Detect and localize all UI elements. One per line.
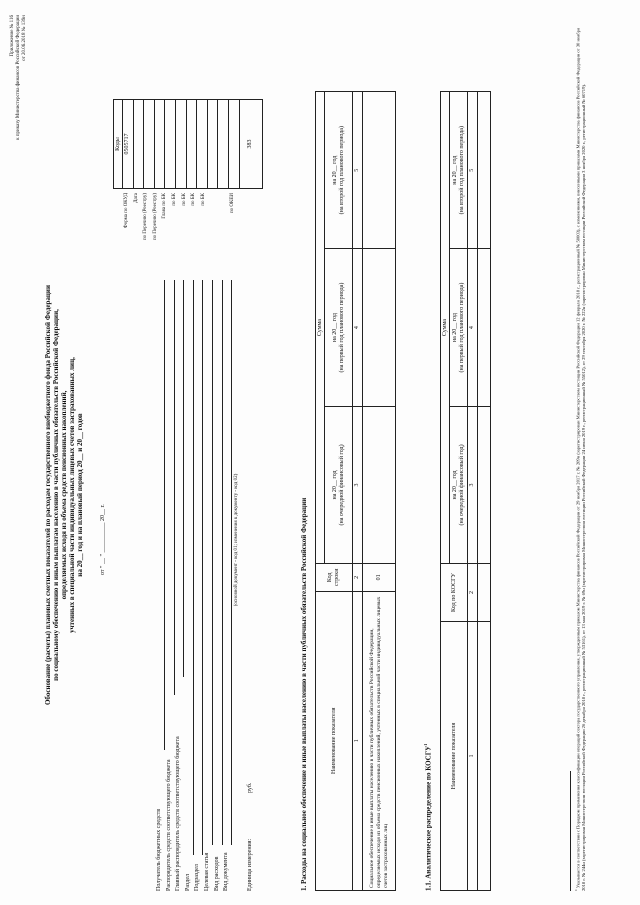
col-year2-header — [325, 249, 353, 406]
field-underline[interactable] — [222, 280, 223, 845]
col-number: 2 — [353, 564, 363, 591]
codes-labels — [122, 193, 237, 273]
row-name: Социальное обеспечение и иные выплаты населению в части публичных обязательств Российской Федерации, определяемых исходя из объема средств пенсионных накоплений, учтенных в специальной части индивидуальных лицевых счетов застрахованных лиц — [363, 591, 396, 890]
title-line-1: Обоснование (расчеты) плановых сметных показателей по расходам государственного внебюджетного фонда Российской Федерации — [44, 285, 52, 706]
title-line-4: учтенных в специальной части индивидуальных лицевых счетов застрахованных лиц, — [68, 357, 76, 633]
code-registry-2[interactable] — [154, 100, 165, 189]
field-underline[interactable] — [231, 280, 232, 845]
title-line-5: на 20__ год и на плановый период 20__ и 20__ годов — [76, 413, 84, 577]
code-label: Дата — [133, 193, 139, 203]
field-label: Распорядитель средств соответствующего бюджета — [165, 759, 172, 891]
year3-sub: (на второй год планового периода) — [338, 126, 345, 215]
year3-label: на 20__ год — [331, 155, 338, 185]
col-kosgu-header: Код по КОСГУ — [441, 564, 468, 622]
code-label — [218, 193, 228, 273]
title-line-2: по социальному обеспечению и иным выплатам населению в части публичных обязательств Российской Федерации, — [52, 309, 60, 681]
code-label: по БК — [191, 193, 197, 206]
code-label: по ОКЕИ — [229, 193, 235, 214]
row-year3-value[interactable] — [363, 92, 396, 249]
row-code: 01 — [363, 564, 396, 591]
appendix-reference: к приказу Министерства финансов Российской Федерации — [16, 15, 21, 140]
field-underline[interactable] — [174, 280, 175, 695]
code-label: по БК — [181, 193, 187, 206]
code-okud[interactable]: 0505717 — [123, 100, 134, 189]
year3-label: на 20__ год — [451, 155, 458, 185]
row-year1-value[interactable] — [363, 406, 396, 563]
code-label: по Перечню (Реестру) — [143, 193, 149, 241]
kosgu-row-code[interactable] — [478, 564, 491, 622]
section-1-1-footnote-ref: 1 — [423, 743, 428, 746]
col-name-header: Наименование показателя — [441, 621, 468, 890]
year2-sub: (на первый год планового периода) — [458, 282, 465, 373]
field-underline[interactable] — [202, 280, 203, 855]
document-title — [44, 185, 84, 805]
appendix-number: Приложение № 116 — [10, 15, 15, 57]
field-label: Главный распорядитель средств соответствующего бюджета — [175, 736, 182, 891]
code-bk-2[interactable] — [186, 100, 197, 189]
code-glava[interactable] — [165, 100, 176, 189]
code-label: Форма по ОКУД — [124, 193, 129, 229]
col-year1-header — [325, 406, 353, 563]
kosgu-row-year3[interactable] — [478, 92, 491, 249]
code-empty-1[interactable] — [218, 100, 229, 189]
code-label: по БК — [171, 193, 177, 206]
year2-label: на 20__ год — [331, 313, 338, 343]
year2-label: на 20__ год — [451, 313, 458, 343]
col-year3-header — [325, 92, 353, 249]
year1-sub: (на очередной финансовый год) — [458, 444, 465, 526]
codes-header: Коды — [114, 100, 123, 189]
code-bk-4[interactable] — [207, 100, 218, 189]
section-1-1-title-text: 1.1. Аналитическое распределение по КОСГУ — [424, 745, 433, 891]
field-label: Целевая статья — [203, 852, 210, 891]
code-date[interactable] — [133, 100, 144, 189]
col-number: 3 — [353, 406, 363, 563]
col-number: 5 — [353, 92, 363, 249]
footnote-separator — [570, 771, 571, 891]
kosgu-row-year2[interactable] — [478, 249, 491, 406]
code-empty-2[interactable] — [228, 100, 239, 189]
footnote — [574, 21, 587, 891]
col-number: 2 — [468, 564, 478, 622]
section-1-title: 1. Расходы на социальное обеспечение и иные выплаты населению в части публичных обязательств Российской Федерации — [300, 497, 308, 891]
row-year2-value[interactable] — [363, 249, 396, 406]
col-year1-header — [450, 406, 468, 563]
field-label: Вид документа — [223, 852, 230, 891]
appendix-header — [10, 15, 28, 215]
year3-sub: (на второй год планового периода) — [458, 126, 465, 215]
col-name-header: Наименование показателя — [316, 591, 353, 890]
col-number: 1 — [353, 591, 363, 890]
year2-sub: (на первый год планового периода) — [338, 282, 345, 373]
code-label: по Перечню (Реестру) — [152, 193, 158, 241]
appendix-date: от 20.06.2018 № 139н — [22, 15, 27, 61]
field-label: Вид расходов — [213, 856, 220, 891]
code-okei[interactable]: 383 — [239, 100, 262, 189]
date-line: от " __ " __________ 20__ г. — [100, 504, 106, 575]
col-number: 4 — [353, 249, 363, 406]
section-1-1-table — [440, 91, 491, 891]
code-label — [208, 193, 218, 273]
unit-label: Единица измерения: — [247, 838, 253, 891]
field-underline[interactable] — [193, 280, 194, 855]
field-label: Подраздел — [194, 864, 201, 891]
year1-sub: (на очередной финансовый год) — [338, 444, 345, 526]
unit-value: руб. — [247, 782, 253, 793]
col-number: 3 — [468, 406, 478, 563]
code-label: Глава по БК — [162, 193, 168, 219]
section-1-table — [315, 91, 396, 891]
kosgu-row-name[interactable] — [478, 621, 491, 890]
kosgu-row-year1[interactable] — [478, 406, 491, 563]
title-line-3: определяемых исходя из объема средств пенсионных накоплений, — [60, 390, 68, 600]
doc-kind-hint: (основной документ - код 01; изменения к документу - код 02) — [234, 473, 239, 607]
field-underline[interactable] — [212, 280, 213, 845]
col-code-header: Код строки — [316, 564, 353, 591]
col-year2-header — [450, 249, 468, 406]
footnote-marker: 1 — [574, 889, 578, 891]
field-underline[interactable] — [183, 280, 184, 677]
code-label: по БК — [200, 193, 206, 206]
field-label: Раздел — [184, 874, 191, 891]
code-bk-3[interactable] — [197, 100, 208, 189]
col-number: 1 — [468, 621, 478, 890]
field-label: Получатель бюджетных средств — [156, 808, 162, 891]
code-registry-1[interactable] — [144, 100, 155, 189]
col-number: 5 — [468, 92, 478, 249]
col-number: 4 — [468, 249, 478, 406]
codes-table — [113, 99, 263, 189]
code-bk-1[interactable] — [175, 100, 186, 189]
col-sums-header: Сумма — [441, 92, 450, 564]
year1-label: на 20__ год — [451, 470, 458, 500]
section-1-1-title — [422, 491, 432, 891]
col-year3-header — [450, 92, 468, 249]
footnote-text: Указывается в соответствии с Порядком применения классификации операций сектора государственного управления, утвержденным приказом Министерства финансов Российской Федерации от 29 ноября 2017 г. № 209н (зарегистрирован Министерством юстиции Российской Федерации 12 февраля 2018 г., регистрационный № 50003), с изменениями, внесенными приказами Министерства финансов Российской Федерации от 30 ноября 2018 г. № 244н (зарегистрирован Министерством юстиции Российской Федерации 26 декабря 2018 г., регистрационный № 53161), от 13 мая 2019 г. № 69н (зарегистрирован Министерством юстиции Российской Федерации 24 июня 2019 г., регистрационный № 55012), от 29 сентября 2020 г. № 222н (зарегистрирован Министерством юстиции Российской Федерации 3 ноября 2020 г., регистрационный № 60719). — [575, 27, 587, 891]
col-sums-header: Сумма — [316, 92, 325, 564]
year1-label: на 20__ год — [331, 470, 338, 500]
field-underline[interactable] — [164, 280, 165, 750]
